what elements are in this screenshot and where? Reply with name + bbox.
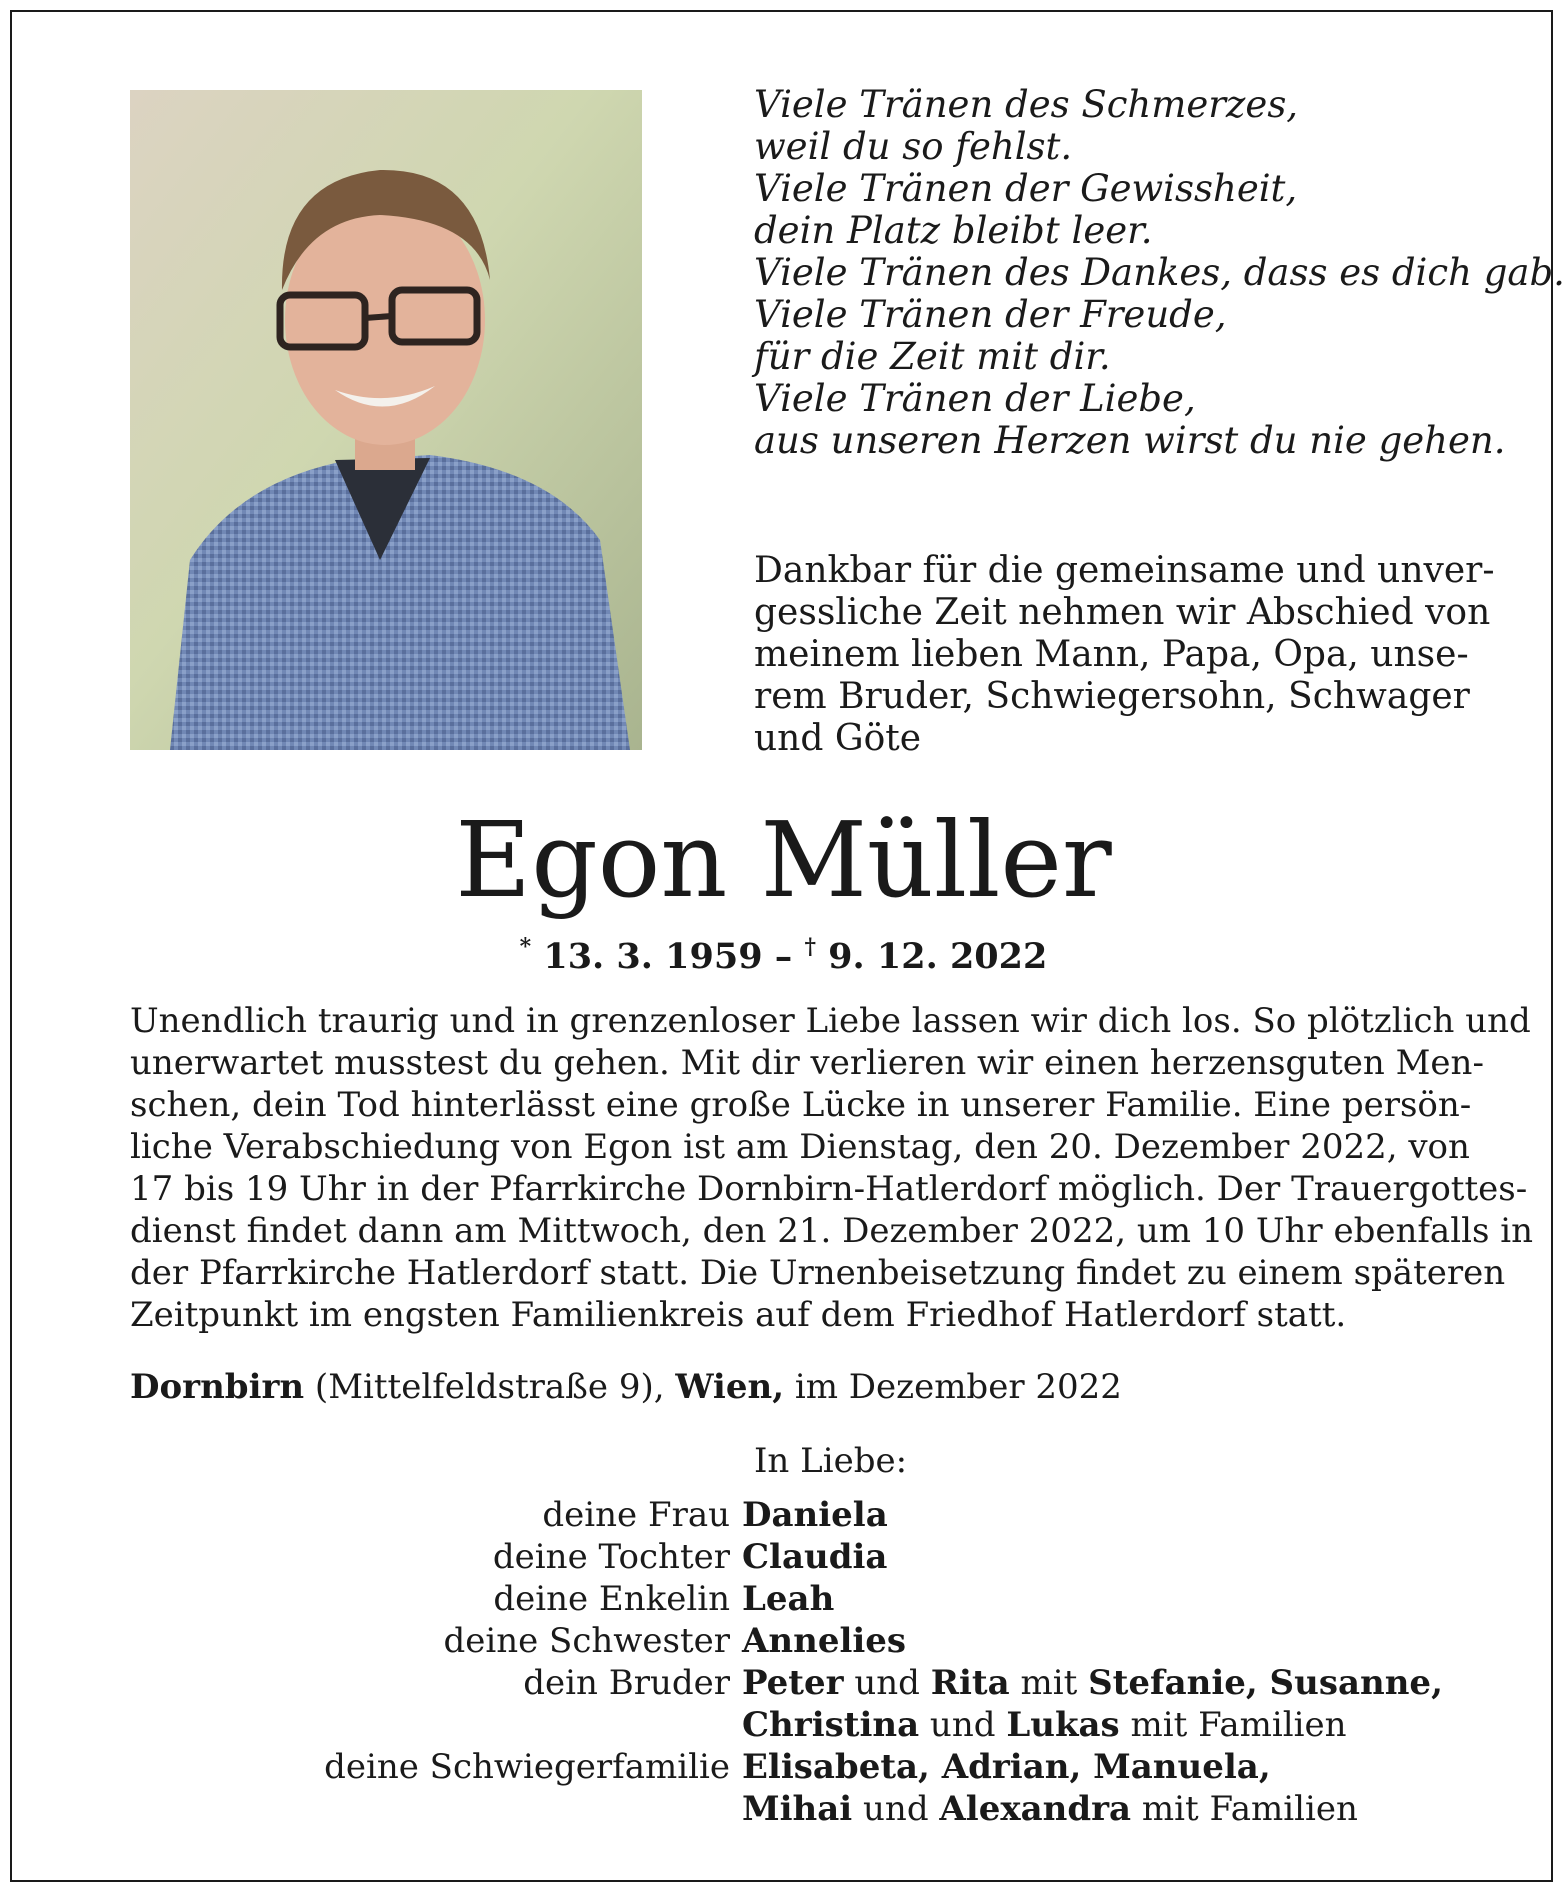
place-and-date (130, 1366, 1122, 1408)
poem (754, 83, 1565, 462)
family-names (742, 1788, 1358, 1830)
family-member-name: Lukas (1006, 1705, 1120, 1745)
family-names (742, 1620, 906, 1662)
portrait-photo-icon (130, 90, 642, 750)
family-relation (130, 1704, 742, 1746)
portrait-photo (130, 90, 642, 750)
family-relation: deine Enkelin (493, 1579, 730, 1619)
deceased-name: Egon Müller (455, 799, 1112, 921)
family-list (130, 1494, 1510, 1830)
text-line: 17 bis 19 Uhr in der Pfarrkirche Dornbirn-Hatlerdorf möglich. Der Trauergottes- (130, 1169, 1528, 1209)
family-relation (130, 1788, 742, 1830)
family-member-name: Stefanie, Susanne, (1088, 1663, 1443, 1703)
in-love-heading: In Liebe: (754, 1441, 908, 1481)
family-relation: dein Bruder (523, 1663, 730, 1703)
birth-date: 13. 3. 1959 (543, 936, 763, 977)
poem-line: Viele Tränen des Schmerzes, (754, 83, 1299, 126)
family-connector: und (852, 1789, 940, 1829)
family-row (130, 1578, 1510, 1620)
notice-date: im Dezember 2022 (784, 1367, 1122, 1407)
family-connector: und (919, 1705, 1007, 1745)
address: (Mittelfeldstraße 9), (304, 1367, 676, 1407)
family-relation: deine Frau (542, 1495, 730, 1535)
thanks-line: gessliche Zeit nehmen wir Abschied von (754, 592, 1491, 633)
family-member-name: Leah (742, 1579, 835, 1619)
poem-line: Viele Tränen der Gewissheit, (754, 167, 1298, 210)
family-member-name: Claudia (742, 1537, 888, 1577)
text-line: dienst findet dann am Mittwoch, den 21. Dezember 2022, um 10 Uhr ebenfalls in (130, 1211, 1533, 1251)
family-member-name: Annelies (742, 1621, 907, 1661)
family-member-name: Elisabeta, Adrian, Manuela, (742, 1747, 1271, 1787)
family-member-name: Alexandra (939, 1789, 1132, 1829)
poem-line: Viele Tränen der Liebe, (754, 377, 1196, 420)
death-mark: † (804, 934, 816, 960)
family-relation: deine Schwester (443, 1621, 730, 1661)
thanks-paragraph (754, 550, 1495, 760)
family-names (742, 1704, 1347, 1746)
family-row (130, 1746, 1510, 1788)
family-connector: und (843, 1663, 931, 1703)
family-row (130, 1788, 1510, 1830)
family-member-name: Peter (742, 1663, 844, 1703)
family-row (130, 1494, 1510, 1536)
family-names (742, 1578, 834, 1620)
family-names (742, 1494, 888, 1536)
poem-line: weil du so fehlst. (754, 125, 1073, 168)
family-row (130, 1662, 1510, 1704)
text-line: schen, dein Tod hinterlässt eine große Lücke in unserer Familie. Eine persön- (130, 1085, 1472, 1125)
family-relation: deine Schwiegerfamilie (324, 1747, 730, 1787)
main-text (130, 1000, 1533, 1336)
family-names (742, 1662, 1443, 1704)
text-line: Zeitpunkt im engsten Familienkreis auf dem Friedhof Hatlerdorf statt. (130, 1295, 1347, 1335)
text-line: der Pfarrkirche Hatlerdorf statt. Die Urnenbeisetzung findet zu einem späteren (130, 1253, 1506, 1293)
thanks-line: Dankbar für die gemeinsame und unver- (754, 550, 1495, 591)
poem-line: aus unseren Herzen wirst du nie gehen. (754, 419, 1506, 462)
family-names (742, 1536, 887, 1578)
life-dates (0, 925, 1567, 979)
thanks-line: meinem lieben Mann, Papa, Opa, unse- (754, 634, 1469, 675)
birth-mark: * (519, 934, 532, 960)
family-connector: mit Familien (1131, 1789, 1358, 1829)
date-separator: – (774, 936, 805, 977)
thanks-line: und Göte (754, 718, 922, 759)
poem-line: dein Platz bleibt leer. (754, 209, 1153, 252)
family-row (130, 1536, 1510, 1578)
family-member-name: Daniela (742, 1495, 888, 1535)
family-row (130, 1620, 1510, 1662)
family-connector: mit Familien (1119, 1705, 1347, 1745)
death-date: 9. 12. 2022 (828, 936, 1048, 977)
family-member-name: Mihai (742, 1789, 853, 1829)
city-dornbirn: Dornbirn (130, 1367, 305, 1407)
text-line: Unendlich traurig und in grenzenloser Liebe lassen wir dich los. So plötzlich und (130, 1001, 1531, 1041)
text-line: liche Verabschiedung von Egon ist am Dienstag, den 20. Dezember 2022, von (130, 1127, 1470, 1167)
family-relation: deine Tochter (492, 1537, 730, 1577)
family-member-name: Rita (930, 1663, 1010, 1703)
text-line: unerwartet musstest du gehen. Mit dir verlieren wir einen herzensguten Men- (130, 1043, 1484, 1083)
poem-line: Viele Tränen der Freude, (754, 293, 1227, 336)
poem-line: für die Zeit mit dir. (754, 335, 1111, 378)
city-wien: Wien, (675, 1367, 785, 1407)
family-member-name: Christina (742, 1705, 920, 1745)
family-row (130, 1704, 1510, 1746)
family-names (742, 1746, 1271, 1788)
poem-line: Viele Tränen des Dankes, dass es dich gab. (754, 251, 1565, 294)
family-connector: mit (1009, 1663, 1089, 1703)
thanks-line: rem Bruder, Schwiegersohn, Schwager (754, 676, 1470, 717)
